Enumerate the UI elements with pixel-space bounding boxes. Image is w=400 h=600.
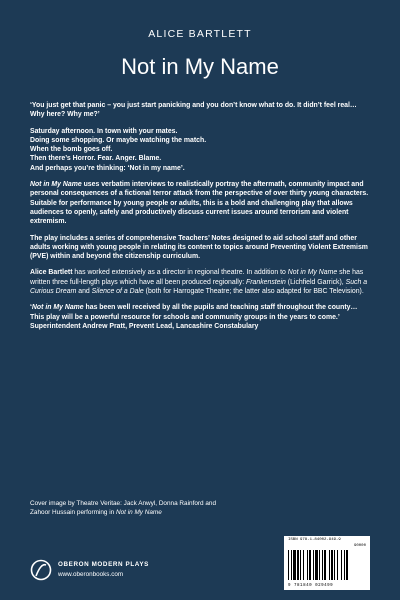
play-title-italic: Not in My Name bbox=[30, 181, 82, 189]
barcode-bar bbox=[297, 550, 299, 580]
barcode-bar bbox=[300, 550, 301, 580]
barcode-bar bbox=[319, 550, 320, 580]
intro-line: Doing some shopping. Or maybe watching the match. bbox=[30, 136, 207, 144]
cover-credit-text: Cover image by Theatre Veritae: Jack Anwyl, Donna Rainford and Zahoor Hussain performing in bbox=[30, 500, 217, 516]
author-bio bbox=[30, 268, 370, 296]
barcode-number: 9 781840 029499 bbox=[288, 584, 334, 588]
barcode-bar bbox=[341, 550, 342, 580]
barcode-bar bbox=[315, 550, 318, 580]
intro-block bbox=[30, 127, 370, 173]
teachers-notes-paragraph: The play includes a series of comprehensive Teachers’ Notes designed to aid school staff and other adults working with young people in relating its content to topics around Preventing Violent Extremism (PVE) within and beyond the citizenship curriculum. bbox=[30, 234, 368, 261]
bio-play-title: Frankenstein bbox=[246, 278, 286, 286]
bio-play-title: Such a Curious Dream bbox=[30, 278, 368, 296]
cover-credit-title: Not in My Name bbox=[115, 508, 162, 516]
intro-line: Saturday afternoon. In town with your mates. bbox=[30, 127, 178, 135]
barcode-bar bbox=[313, 550, 314, 580]
barcode-bar bbox=[322, 550, 323, 580]
bio-text: and bbox=[76, 288, 92, 296]
endorsement-play-title: Not in My Name bbox=[31, 304, 84, 312]
endorsement-open: ‘ bbox=[30, 304, 32, 312]
publisher-name: OBERON MODERN PLAYS bbox=[58, 561, 149, 568]
barcode-bar bbox=[337, 550, 338, 580]
intro-line: And perhaps you’re thinking: ‘Not in my name’. bbox=[30, 164, 185, 172]
oberon-logo-icon bbox=[30, 557, 52, 583]
book-title: Not in My Name bbox=[121, 54, 279, 79]
author-name: ALICE BARTLETT bbox=[148, 28, 252, 40]
endorsement-quote bbox=[30, 303, 370, 331]
description-text: uses verbatim interviews to realistically portray the aftermath, community impact and personal consequences of a fictional terror attack from the perspective of over thirty young characters. Suitable for performance by young people or adults, this is a bold and challenging play that allows audiences to openly, safely and productively discuss current issues around terrorism and violent extremism. bbox=[30, 181, 369, 226]
barcode-bar bbox=[293, 550, 296, 580]
bio-play-title: Silence of a Dale bbox=[91, 288, 144, 296]
bio-text: (Lichfield Garrick), bbox=[285, 278, 346, 286]
publisher-logo bbox=[30, 557, 190, 587]
description-paragraph bbox=[30, 180, 370, 226]
isbn-label: ISBN 978-1-84002-949-9 bbox=[288, 538, 341, 542]
barcode-bar bbox=[307, 550, 308, 580]
bio-text: (both for Harrogate Theatre; the latter also adapted for BBC Television). bbox=[143, 288, 364, 296]
barcode-bar bbox=[344, 550, 345, 580]
barcode-bar bbox=[288, 550, 289, 580]
endorsement-attribution: Superintendent Andrew Pratt, Prevent Lead, Lancashire Constabulary bbox=[30, 322, 259, 330]
intro-line: When the bomb goes off. bbox=[30, 146, 113, 154]
barcode-bar bbox=[334, 550, 335, 580]
barcode-bar bbox=[303, 550, 304, 580]
barcode-bar bbox=[324, 550, 326, 580]
cover-credit bbox=[30, 500, 220, 517]
price-code: 90000 bbox=[353, 544, 366, 548]
endorsement-text: has been well received by all the pupils and teaching staff throughout the county… This play will be a powerful resource for schools and community groups in the years to come.’ bbox=[30, 304, 358, 321]
barcode-bar bbox=[291, 550, 292, 580]
bio-text: has worked extensively as a director in regional theatre. In addition to bbox=[72, 269, 288, 277]
back-cover-text bbox=[30, 101, 370, 338]
opening-quote: ‘You just get that panic – you just start panicking and you don’t know what to do. It didn’t feel real… Why here? Why me?’ bbox=[30, 102, 357, 119]
barcode-bars-icon bbox=[288, 550, 366, 580]
barcode-bar bbox=[331, 550, 333, 580]
bio-play-title: Not in My Name bbox=[287, 269, 338, 277]
bio-name: Alice Bartlett bbox=[30, 269, 73, 277]
bio-text: she has written three full-length plays which have all been produced regionally: bbox=[30, 269, 364, 286]
isbn-barcode bbox=[284, 536, 370, 590]
barcode-bar bbox=[329, 550, 330, 580]
publisher-url[interactable]: www.oberonbooks.com bbox=[58, 571, 124, 578]
intro-line: Then there’s Horror. Fear. Anger. Blame. bbox=[30, 155, 162, 163]
barcode-bar bbox=[346, 550, 348, 580]
barcode-bar bbox=[309, 550, 311, 580]
